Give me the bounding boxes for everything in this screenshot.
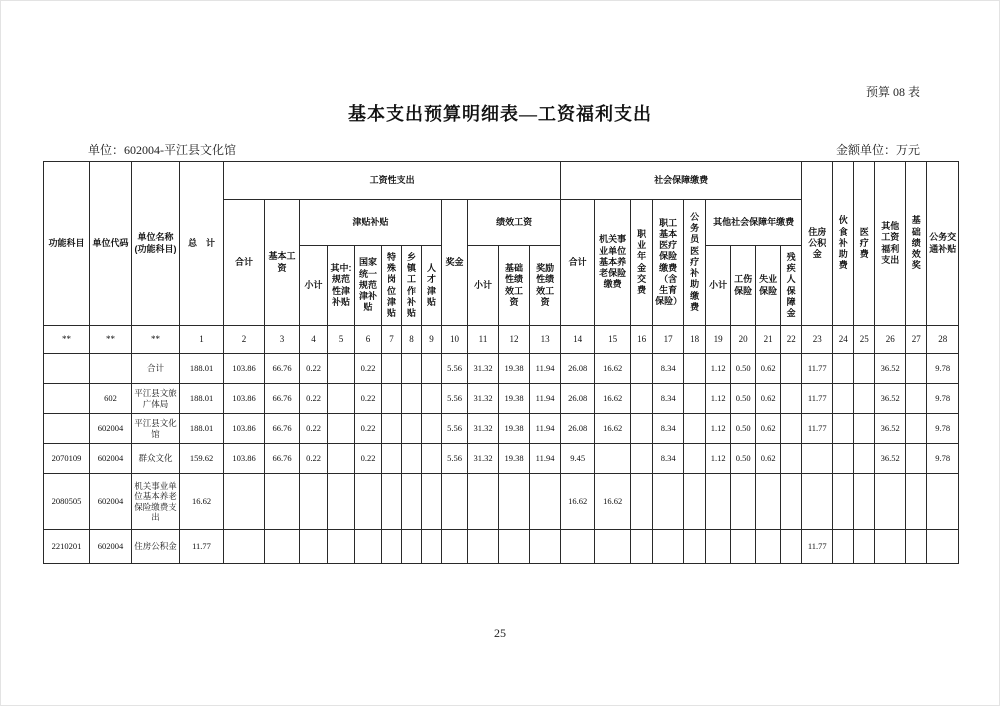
cell-value	[631, 530, 653, 564]
column-number-cell: 25	[854, 326, 875, 354]
column-number-cell: 14	[561, 326, 595, 354]
header-bonus: 奖金	[442, 200, 468, 326]
cell-value: 19.38	[499, 384, 530, 414]
cell-value	[927, 530, 959, 564]
cell-value	[833, 444, 854, 474]
cell-value: 0.50	[731, 414, 756, 444]
header-other-welfare: 其他工资福利支出	[875, 162, 906, 326]
column-number-cell: 8	[402, 326, 422, 354]
cell-value: 0.22	[300, 444, 328, 474]
column-number-cell: 28	[927, 326, 959, 354]
table-row	[44, 474, 959, 530]
cell-value	[906, 474, 927, 530]
cell-value	[631, 444, 653, 474]
cell-value: 11.94	[530, 414, 561, 444]
cell-value: 103.86	[224, 444, 265, 474]
cell-value	[422, 354, 442, 384]
cell-value	[224, 530, 265, 564]
column-number-cell: 23	[802, 326, 833, 354]
column-number-cell: 20	[731, 326, 756, 354]
cell-value: 0.62	[756, 384, 781, 414]
table-row	[44, 384, 959, 414]
cell-value: 0.62	[756, 444, 781, 474]
cell-value: 0.22	[300, 384, 328, 414]
column-number-cell: 18	[684, 326, 706, 354]
cell-value	[328, 444, 355, 474]
cell-value	[854, 530, 875, 564]
cell-value: 16.62	[595, 474, 631, 530]
cell-value: 5.56	[442, 414, 468, 444]
cell-value	[561, 530, 595, 564]
cell-value	[382, 444, 402, 474]
cell-value	[468, 530, 499, 564]
cell-value: 26.08	[561, 354, 595, 384]
cell-value: 9.78	[927, 414, 959, 444]
header-official-transport-subsidy: 公务交通补贴	[927, 162, 959, 326]
cell-value	[442, 474, 468, 530]
header-allowance-township: 乡镇工作补贴	[402, 246, 422, 326]
cell-value	[854, 474, 875, 530]
cell-value	[422, 474, 442, 530]
cell-value	[781, 384, 802, 414]
cell-value	[631, 354, 653, 384]
cell-value: 16.62	[595, 414, 631, 444]
budget-table	[43, 161, 959, 564]
cell-value	[499, 530, 530, 564]
table-row	[44, 530, 959, 564]
column-number-cell: 16	[631, 326, 653, 354]
cell-value	[422, 530, 442, 564]
header-annuity-contribution: 职业年金交费	[631, 200, 653, 326]
cell-value: 26.08	[561, 414, 595, 444]
table-body	[44, 354, 959, 564]
table-row	[44, 354, 959, 384]
cell-value: 8.34	[653, 354, 684, 384]
cell-value: 26.08	[561, 384, 595, 414]
cell-value: 1.12	[706, 354, 731, 384]
cell-value: 36.52	[875, 354, 906, 384]
cell-value	[833, 474, 854, 530]
cell-value: 0.62	[756, 354, 781, 384]
cell-value: 8.34	[653, 414, 684, 444]
column-number-cell: 19	[706, 326, 731, 354]
cell-unit-name: 群众文化	[132, 444, 180, 474]
cell-value	[906, 384, 927, 414]
cell-function-code: 2210201	[44, 530, 90, 564]
cell-value	[402, 414, 422, 444]
cell-value	[854, 354, 875, 384]
cell-value	[684, 414, 706, 444]
cell-value: 0.50	[731, 354, 756, 384]
column-number-cell: 21	[756, 326, 781, 354]
cell-value: 0.50	[731, 444, 756, 474]
cell-value: 0.22	[355, 384, 382, 414]
cell-unit-code	[90, 354, 132, 384]
cell-value	[756, 530, 781, 564]
cell-value: 0.22	[300, 354, 328, 384]
cell-value	[265, 474, 300, 530]
cell-value	[402, 444, 422, 474]
page-number: 25	[494, 626, 506, 640]
cell-value: 5.56	[442, 354, 468, 384]
cell-value: 1.12	[706, 384, 731, 414]
cell-value	[927, 474, 959, 530]
cell-value	[802, 474, 833, 530]
cell-value: 66.76	[265, 354, 300, 384]
cell-value	[382, 530, 402, 564]
cell-value	[653, 474, 684, 530]
column-number-cell: 24	[833, 326, 854, 354]
header-allowance-national: 国家统一规范津补贴	[355, 246, 382, 326]
cell-value: 36.52	[875, 414, 906, 444]
header-basic-wage: 基本工资	[265, 200, 300, 326]
column-number-cell: 5	[328, 326, 355, 354]
column-number-cell: 10	[442, 326, 468, 354]
column-number-cell: 12	[499, 326, 530, 354]
column-number-cell: 3	[265, 326, 300, 354]
header-civil-servant-medical: 公务员医疗补助缴费	[684, 200, 706, 326]
cell-value: 188.01	[180, 354, 224, 384]
column-number-cell: 1	[180, 326, 224, 354]
header-unit-code: 单位代码	[90, 162, 132, 326]
column-number-cell: 2	[224, 326, 265, 354]
cell-value: 0.22	[355, 354, 382, 384]
header-social-security-group: 社会保障缴费	[561, 162, 802, 200]
cell-value	[731, 530, 756, 564]
cell-value: 16.62	[595, 384, 631, 414]
column-number-cell: **	[132, 326, 180, 354]
cell-unit-name: 住房公积金	[132, 530, 180, 564]
cell-value	[382, 354, 402, 384]
cell-value: 1.12	[706, 414, 731, 444]
header-basic-performance-award: 基础绩效奖	[906, 162, 927, 326]
cell-value	[631, 384, 653, 414]
cell-unit-code: 602	[90, 384, 132, 414]
cell-value	[402, 354, 422, 384]
cell-value: 11.77	[802, 530, 833, 564]
cell-function-code	[44, 414, 90, 444]
header-row-groups	[44, 162, 959, 200]
cell-value	[402, 474, 422, 530]
amount-unit-label: 金额单位：万元	[835, 143, 920, 157]
cell-value: 36.52	[875, 384, 906, 414]
cell-value: 19.38	[499, 414, 530, 444]
cell-value	[781, 414, 802, 444]
cell-value: 31.32	[468, 384, 499, 414]
header-housing-fund: 住房公积金	[802, 162, 833, 326]
cell-value	[422, 444, 442, 474]
column-number-cell: 9	[422, 326, 442, 354]
cell-value: 11.77	[802, 384, 833, 414]
cell-value	[530, 530, 561, 564]
cell-value	[906, 444, 927, 474]
cell-value	[706, 474, 731, 530]
cell-value	[781, 530, 802, 564]
cell-value: 0.50	[731, 384, 756, 414]
cell-value	[684, 384, 706, 414]
budget-table-container	[43, 161, 958, 564]
cell-value	[833, 414, 854, 444]
column-number-cell: 6	[355, 326, 382, 354]
cell-value	[854, 444, 875, 474]
cell-function-code: 2080505	[44, 474, 90, 530]
cell-unit-code: 602004	[90, 444, 132, 474]
cell-value: 9.45	[561, 444, 595, 474]
page-title: 基本支出预算明细表—工资福利支出	[348, 104, 652, 124]
cell-value: 66.76	[265, 384, 300, 414]
unit-label: 单位：602004-平江县文化馆	[88, 143, 236, 157]
cell-value: 11.94	[530, 444, 561, 474]
cell-value	[833, 530, 854, 564]
cell-value	[328, 384, 355, 414]
cell-value: 31.32	[468, 444, 499, 474]
cell-value	[706, 530, 731, 564]
header-performance-reward: 奖励性绩效工资	[530, 246, 561, 326]
cell-unit-code: 602004	[90, 474, 132, 530]
cell-value	[906, 530, 927, 564]
header-function-subject: 功能科目	[44, 162, 90, 326]
cell-value	[382, 414, 402, 444]
cell-value	[422, 414, 442, 444]
cell-value: 31.32	[468, 354, 499, 384]
cell-value: 103.86	[224, 354, 265, 384]
cell-unit-name: 合计	[132, 354, 180, 384]
cell-value: 11.77	[180, 530, 224, 564]
cell-value: 19.38	[499, 444, 530, 474]
cell-value: 36.52	[875, 444, 906, 474]
header-allowance-standard: 其中:规范性津补贴	[328, 246, 355, 326]
cell-value	[402, 384, 422, 414]
header-wage-expenditure-group: 工资性支出	[224, 162, 561, 200]
cell-value	[854, 414, 875, 444]
cell-value	[402, 530, 422, 564]
cell-value	[854, 384, 875, 414]
cell-value	[328, 530, 355, 564]
cell-unit-code: 602004	[90, 530, 132, 564]
column-number-cell: 17	[653, 326, 684, 354]
cell-value	[355, 474, 382, 530]
column-number-cell: 22	[781, 326, 802, 354]
column-number-cell: 27	[906, 326, 927, 354]
cell-value: 11.94	[530, 354, 561, 384]
cell-value	[875, 474, 906, 530]
header-medical-insurance: 职工基本医疗保险缴费（含生育保险）	[653, 200, 684, 326]
cell-value	[653, 530, 684, 564]
cell-value: 11.94	[530, 384, 561, 414]
cell-value	[328, 414, 355, 444]
cell-value: 188.01	[180, 414, 224, 444]
cell-value: 0.62	[756, 414, 781, 444]
cell-value: 19.38	[499, 354, 530, 384]
cell-value	[731, 474, 756, 530]
meta-row	[43, 141, 920, 158]
cell-value	[300, 530, 328, 564]
cell-value	[833, 384, 854, 414]
column-number-row	[44, 326, 959, 354]
cell-value: 9.78	[927, 444, 959, 474]
cell-value: 1.12	[706, 444, 731, 474]
header-other-social-subtotal: 小计	[706, 246, 731, 326]
column-number-cell: 13	[530, 326, 561, 354]
column-number-cell: 26	[875, 326, 906, 354]
cell-function-code: 2070109	[44, 444, 90, 474]
header-allowance-talent: 人才津贴	[422, 246, 442, 326]
cell-value	[684, 354, 706, 384]
cell-function-code	[44, 354, 90, 384]
cell-value	[781, 444, 802, 474]
cell-function-code	[44, 384, 90, 414]
cell-value	[781, 354, 802, 384]
cell-value	[781, 474, 802, 530]
column-number-cell: 15	[595, 326, 631, 354]
cell-value: 9.78	[927, 384, 959, 414]
header-performance-subtotal: 小计	[468, 246, 499, 326]
cell-value: 8.34	[653, 384, 684, 414]
cell-value	[382, 384, 402, 414]
header-grand-total: 总 计	[180, 162, 224, 326]
cell-value: 9.78	[927, 354, 959, 384]
cell-value	[382, 474, 402, 530]
cell-value	[906, 354, 927, 384]
cell-value: 188.01	[180, 384, 224, 414]
cell-value: 11.77	[802, 354, 833, 384]
cell-value	[499, 474, 530, 530]
cell-value	[328, 354, 355, 384]
cell-unit-name: 机关事业单位基本养老保险缴费支出	[132, 474, 180, 530]
cell-value	[875, 530, 906, 564]
header-pension-contribution: 机关事业单位基本养老保险缴费	[595, 200, 631, 326]
cell-value: 66.76	[265, 444, 300, 474]
header-unemployment-insurance: 失业保险	[756, 246, 781, 326]
cell-value	[906, 414, 927, 444]
cell-value: 103.86	[224, 414, 265, 444]
cell-value	[833, 354, 854, 384]
table-row	[44, 414, 959, 444]
column-number-cell: 7	[382, 326, 402, 354]
cell-value: 103.86	[224, 384, 265, 414]
cell-value	[530, 474, 561, 530]
cell-value	[328, 474, 355, 530]
cell-value: 16.62	[561, 474, 595, 530]
column-number-cell: **	[44, 326, 90, 354]
cell-value	[684, 444, 706, 474]
header-wage-sum: 合计	[224, 200, 265, 326]
cell-value	[422, 384, 442, 414]
cell-value: 16.62	[595, 354, 631, 384]
cell-value: 16.62	[180, 474, 224, 530]
cell-value: 5.56	[442, 384, 468, 414]
cell-value	[631, 414, 653, 444]
cell-value	[631, 474, 653, 530]
cell-value	[595, 530, 631, 564]
cell-value	[595, 444, 631, 474]
table-header	[44, 162, 959, 354]
header-allowance-special-post: 特殊岗位津贴	[382, 246, 402, 326]
cell-value: 0.22	[355, 444, 382, 474]
header-unit-name: 单位名称(功能科目)	[132, 162, 180, 326]
header-meal-subsidy: 伙食补助费	[833, 162, 854, 326]
cell-value	[756, 474, 781, 530]
header-medical-fee: 医疗费	[854, 162, 875, 326]
cell-value: 8.34	[653, 444, 684, 474]
cell-value	[300, 474, 328, 530]
header-performance-wage-group: 绩效工资	[468, 200, 561, 246]
cell-value: 0.22	[355, 414, 382, 444]
header-performance-basic: 基础性绩效工资	[499, 246, 530, 326]
column-number-cell: 4	[300, 326, 328, 354]
cell-value	[224, 474, 265, 530]
cell-value: 0.22	[300, 414, 328, 444]
cell-value: 11.77	[802, 414, 833, 444]
cell-value: 159.62	[180, 444, 224, 474]
cell-value: 66.76	[265, 414, 300, 444]
cell-unit-name: 平江县文化馆	[132, 414, 180, 444]
cell-value: 31.32	[468, 414, 499, 444]
cell-unit-name: 平江县文旅广体局	[132, 384, 180, 414]
header-other-social-group: 其他社会保障年缴费	[706, 200, 802, 246]
header-disability-fund: 残疾人保障金	[781, 246, 802, 326]
cell-value	[802, 444, 833, 474]
cell-value	[468, 474, 499, 530]
cell-value	[265, 530, 300, 564]
header-injury-insurance: 工伤保险	[731, 246, 756, 326]
column-number-cell: **	[90, 326, 132, 354]
cell-value	[684, 530, 706, 564]
header-allowance-subtotal: 小计	[300, 246, 328, 326]
column-number-cell: 11	[468, 326, 499, 354]
cell-value	[442, 530, 468, 564]
header-allowance-group: 津贴补贴	[300, 200, 442, 246]
cell-value	[684, 474, 706, 530]
cell-value	[355, 530, 382, 564]
cell-value: 5.56	[442, 444, 468, 474]
cell-unit-code: 602004	[90, 414, 132, 444]
header-social-sum: 合计	[561, 200, 595, 326]
form-number-tag: 预算 08 表	[865, 85, 920, 99]
table-row	[44, 444, 959, 474]
